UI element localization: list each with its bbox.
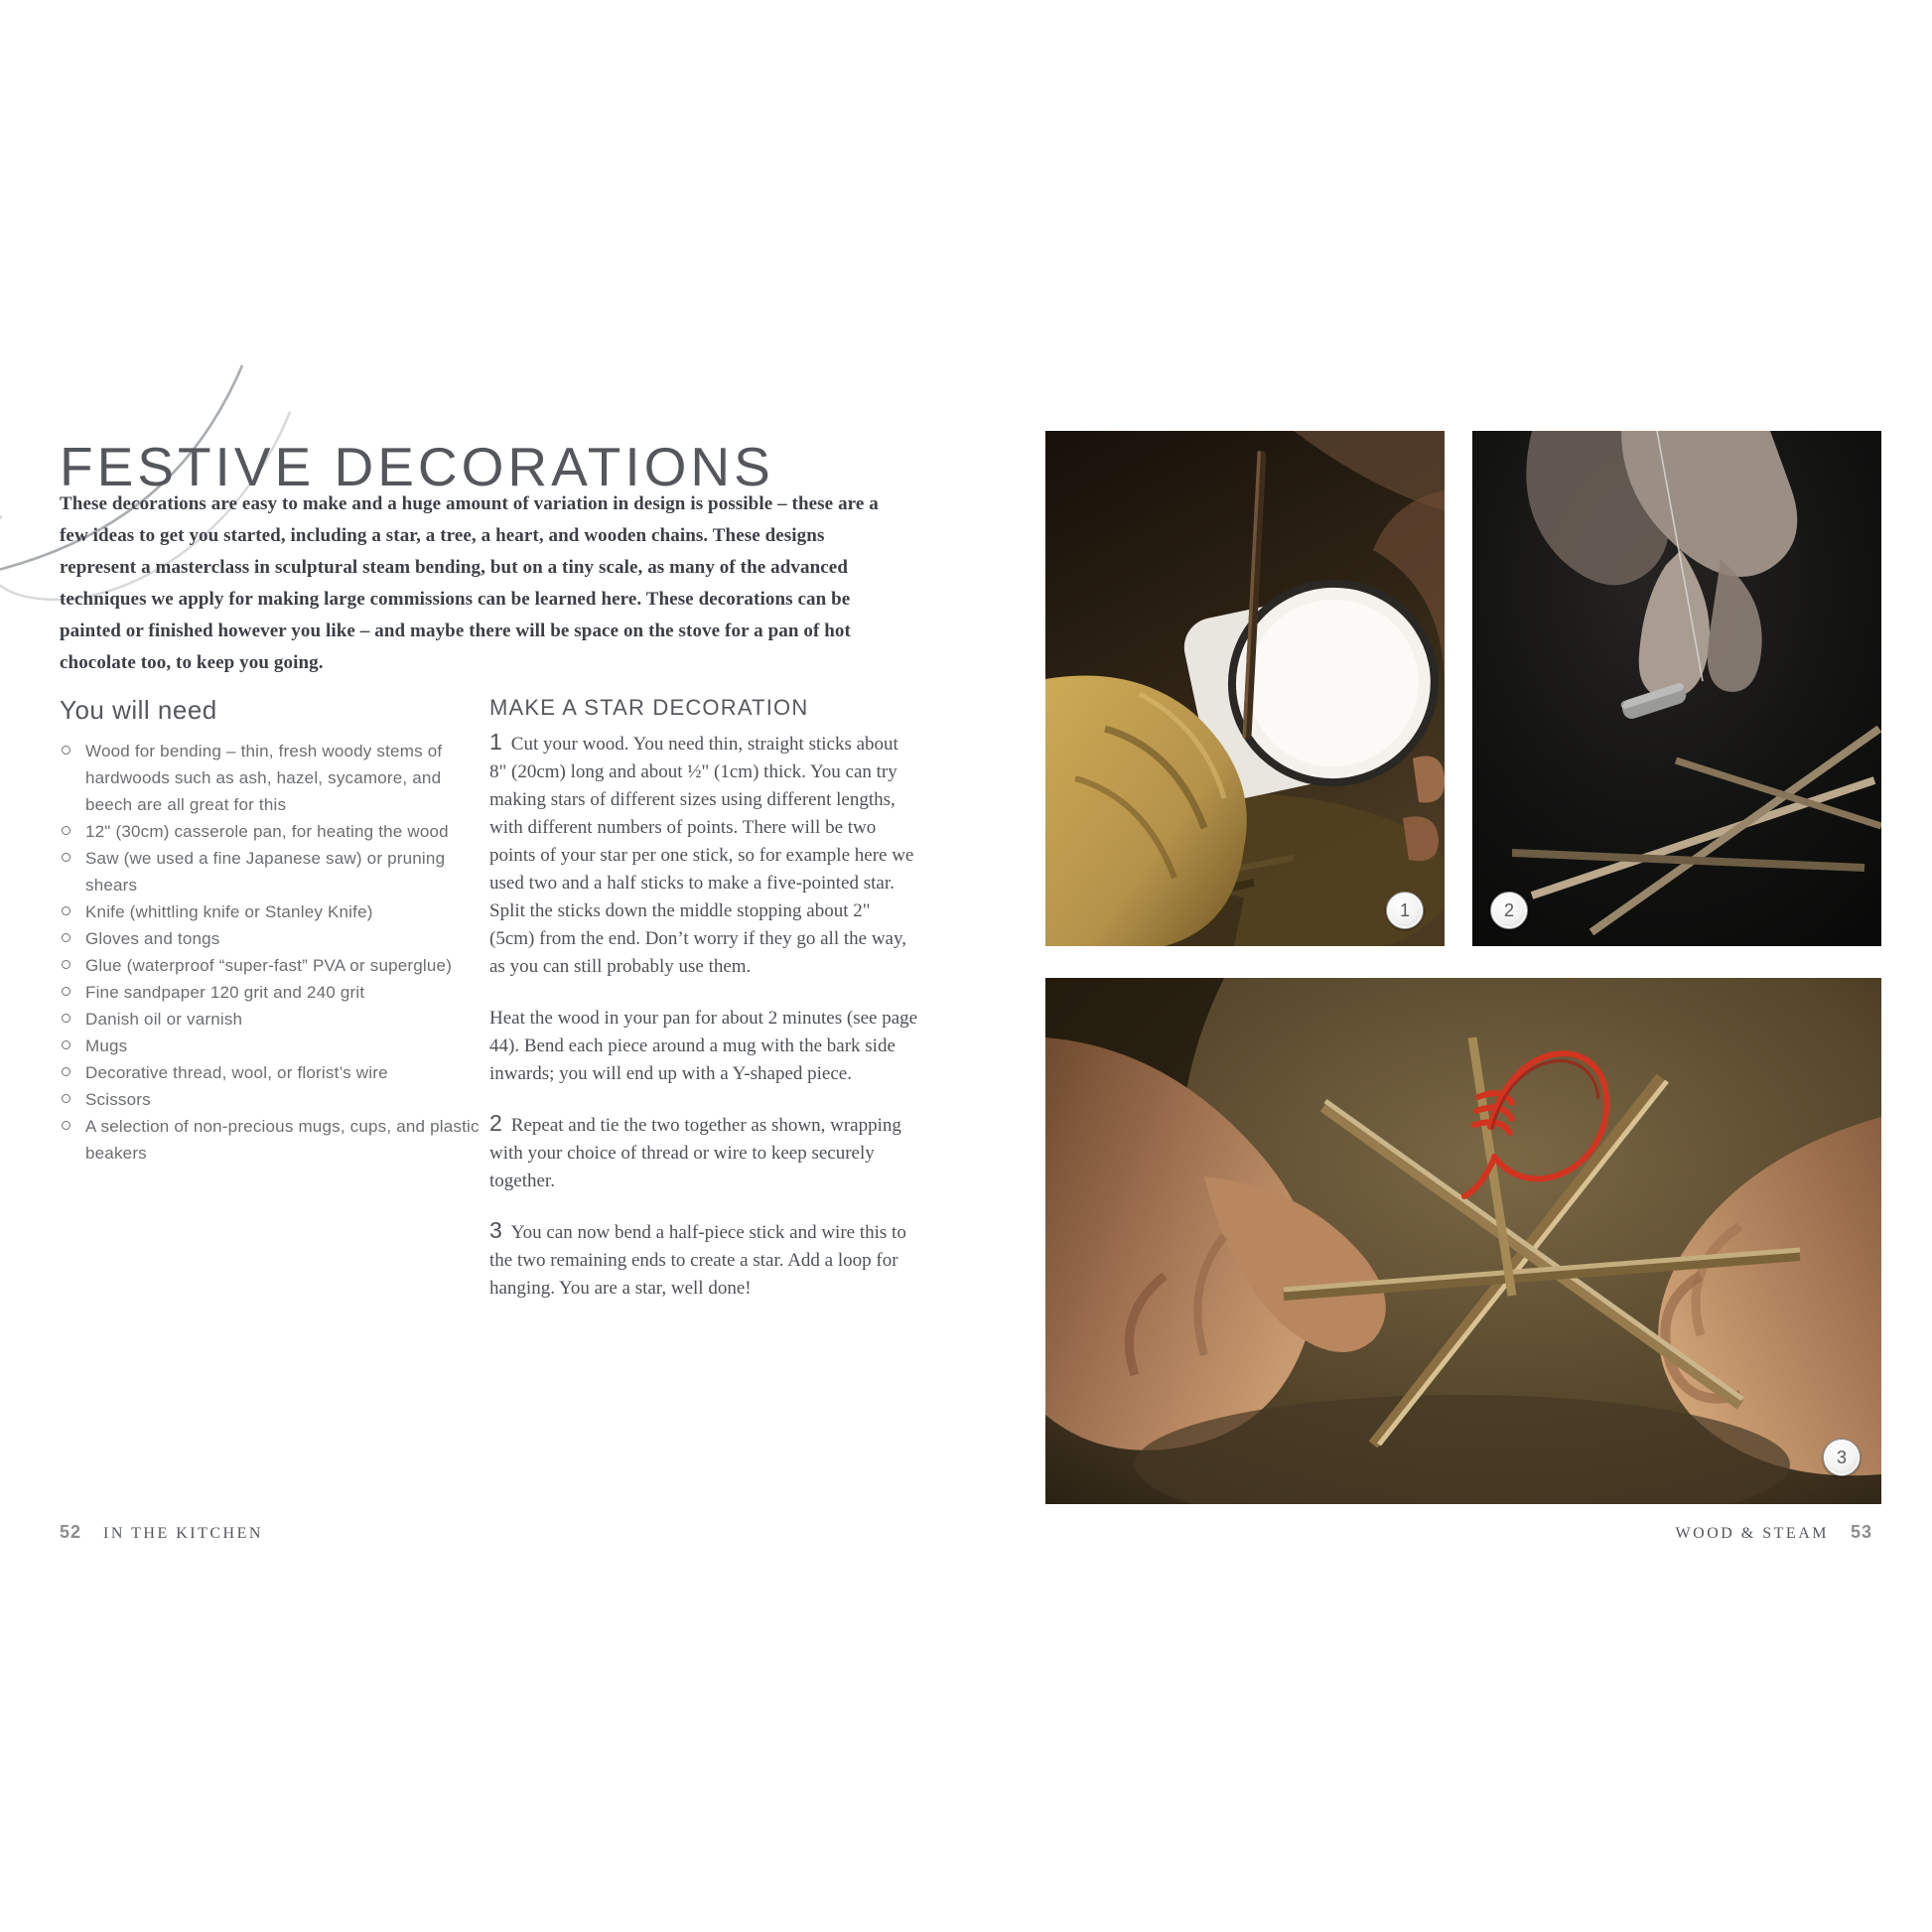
material-item-text: Knife (whittling knife or Stanley Knife) xyxy=(85,902,373,921)
step-number: 3 xyxy=(489,1217,502,1243)
step-paragraph xyxy=(489,1112,918,1195)
instructions-section xyxy=(489,695,918,1326)
material-item xyxy=(60,1059,486,1086)
material-item-text: Saw (we used a fine Japanese saw) or pruning shears xyxy=(85,849,446,895)
step-text: Heat the wood in your pan for about 2 minutes (see page 44). Bend each piece around a mug with the bark side inwards; you will end up with a Y-shaped piece. xyxy=(489,1008,918,1084)
material-item xyxy=(60,1086,486,1113)
circle-bullet-icon xyxy=(62,1040,70,1049)
materials-heading: You will need xyxy=(60,695,217,725)
material-item xyxy=(60,1113,486,1167)
footer-right-section-label: WOOD & STEAM xyxy=(1675,1525,1829,1542)
material-item-text: Scissors xyxy=(85,1090,151,1109)
material-item xyxy=(60,818,486,845)
photo-2-image xyxy=(1472,431,1881,946)
step-paragraph xyxy=(489,1219,918,1303)
step-text: Repeat and tie the two together as shown, wrapping with your choice of thread or wire to keep securely together. xyxy=(489,1115,901,1191)
footer-left xyxy=(60,1522,263,1543)
material-item xyxy=(60,898,486,925)
footer-left-section-label: IN THE KITCHEN xyxy=(103,1525,263,1542)
circle-bullet-icon xyxy=(62,987,70,996)
material-item xyxy=(60,738,486,818)
material-item xyxy=(60,925,486,952)
step-paragraph xyxy=(489,731,918,981)
material-item-text: Glue (waterproof “super-fast” PVA or superglue) xyxy=(85,956,453,975)
material-item-text: Decorative thread, wool, or florist’s wire xyxy=(85,1063,388,1082)
footer-right xyxy=(1676,1522,1872,1543)
material-item-text: 12" (30cm) casserole pan, for heating the wood xyxy=(85,822,449,841)
circle-bullet-icon xyxy=(62,1067,70,1076)
material-item-text: Fine sandpaper 120 grit and 240 grit xyxy=(85,983,365,1002)
photo-3-badge: 3 xyxy=(1823,1439,1861,1476)
page-title: FESTIVE DECORATIONS xyxy=(60,436,774,497)
circle-bullet-icon xyxy=(62,1121,70,1130)
circle-bullet-icon xyxy=(62,1094,70,1103)
instructions-heading: MAKE A STAR DECORATION xyxy=(489,695,809,720)
step-text: Cut your wood. You need thin, straight sticks about 8" (20cm) long and about ½" (1cm) thick. You can try making stars of different sizes using different lengths, with different numbers of points. There will be two points of your star per one stick, so for example here we used two and a half sticks to make a five-pointed star. Split the sticks down the middle stopping about 2" (5cm) from the end. Don’t worry if they go all the way, as you can still probably use them. xyxy=(489,734,914,977)
circle-bullet-icon xyxy=(62,826,70,835)
material-item-text: Wood for bending – thin, fresh woody stems of hardwoods such as ash, hazel, sycamore, and beech are all great for this xyxy=(85,742,443,814)
circle-bullet-icon xyxy=(62,746,70,755)
material-item-text: A selection of non-precious mugs, cups, and plastic beakers xyxy=(85,1117,480,1163)
footer-right-page-number: 53 xyxy=(1850,1522,1872,1542)
material-item-text: Gloves and tongs xyxy=(85,929,220,948)
footer-left-page-number: 52 xyxy=(60,1522,82,1542)
photo-star-red-thread xyxy=(1045,978,1881,1504)
circle-bullet-icon xyxy=(62,1014,70,1023)
photo-wiring-sticks xyxy=(1472,431,1881,946)
photo-1-image xyxy=(1045,431,1445,946)
circle-bullet-icon xyxy=(62,853,70,862)
material-item-text: Danish oil or varnish xyxy=(85,1010,243,1029)
photo-glove-mug-stick xyxy=(1045,431,1445,946)
photo-2-badge: 2 xyxy=(1490,892,1528,929)
photo-1-badge: 1 xyxy=(1386,892,1424,929)
material-item xyxy=(60,845,486,898)
circle-bullet-icon xyxy=(62,960,70,969)
step-number: 2 xyxy=(489,1110,502,1136)
step-number: 1 xyxy=(489,729,502,755)
intro-paragraph: These decorations are easy to make and a huge amount of variation in design is possible – these are a few ideas to get you started, including a star, a tree, a heart, and wooden chains. These designs represent a masterclass in sculptural steam bending, but on a tiny scale, as many of the advanced techniques we apply for making large commissions can be learned here. These decorations can be painted or finished however you like – and maybe there will be space on the stove for a pan of hot chocolate too, to keep you going. xyxy=(60,493,879,673)
step-paragraph xyxy=(489,1005,918,1088)
step-text: You can now bend a half-piece stick and wire this to the two remaining ends to create a star. Add a loop for hanging. You are a star, well done! xyxy=(489,1222,906,1299)
photo-3-image xyxy=(1045,978,1881,1504)
materials-section xyxy=(60,695,486,1167)
circle-bullet-icon xyxy=(62,906,70,915)
circle-bullet-icon xyxy=(62,933,70,942)
material-item xyxy=(60,1006,486,1033)
material-item xyxy=(60,1033,486,1059)
materials-list xyxy=(60,738,486,1167)
material-item-text: Mugs xyxy=(85,1036,128,1055)
page-footer xyxy=(0,1522,1932,1552)
material-item xyxy=(60,979,486,1006)
material-item xyxy=(60,952,486,979)
